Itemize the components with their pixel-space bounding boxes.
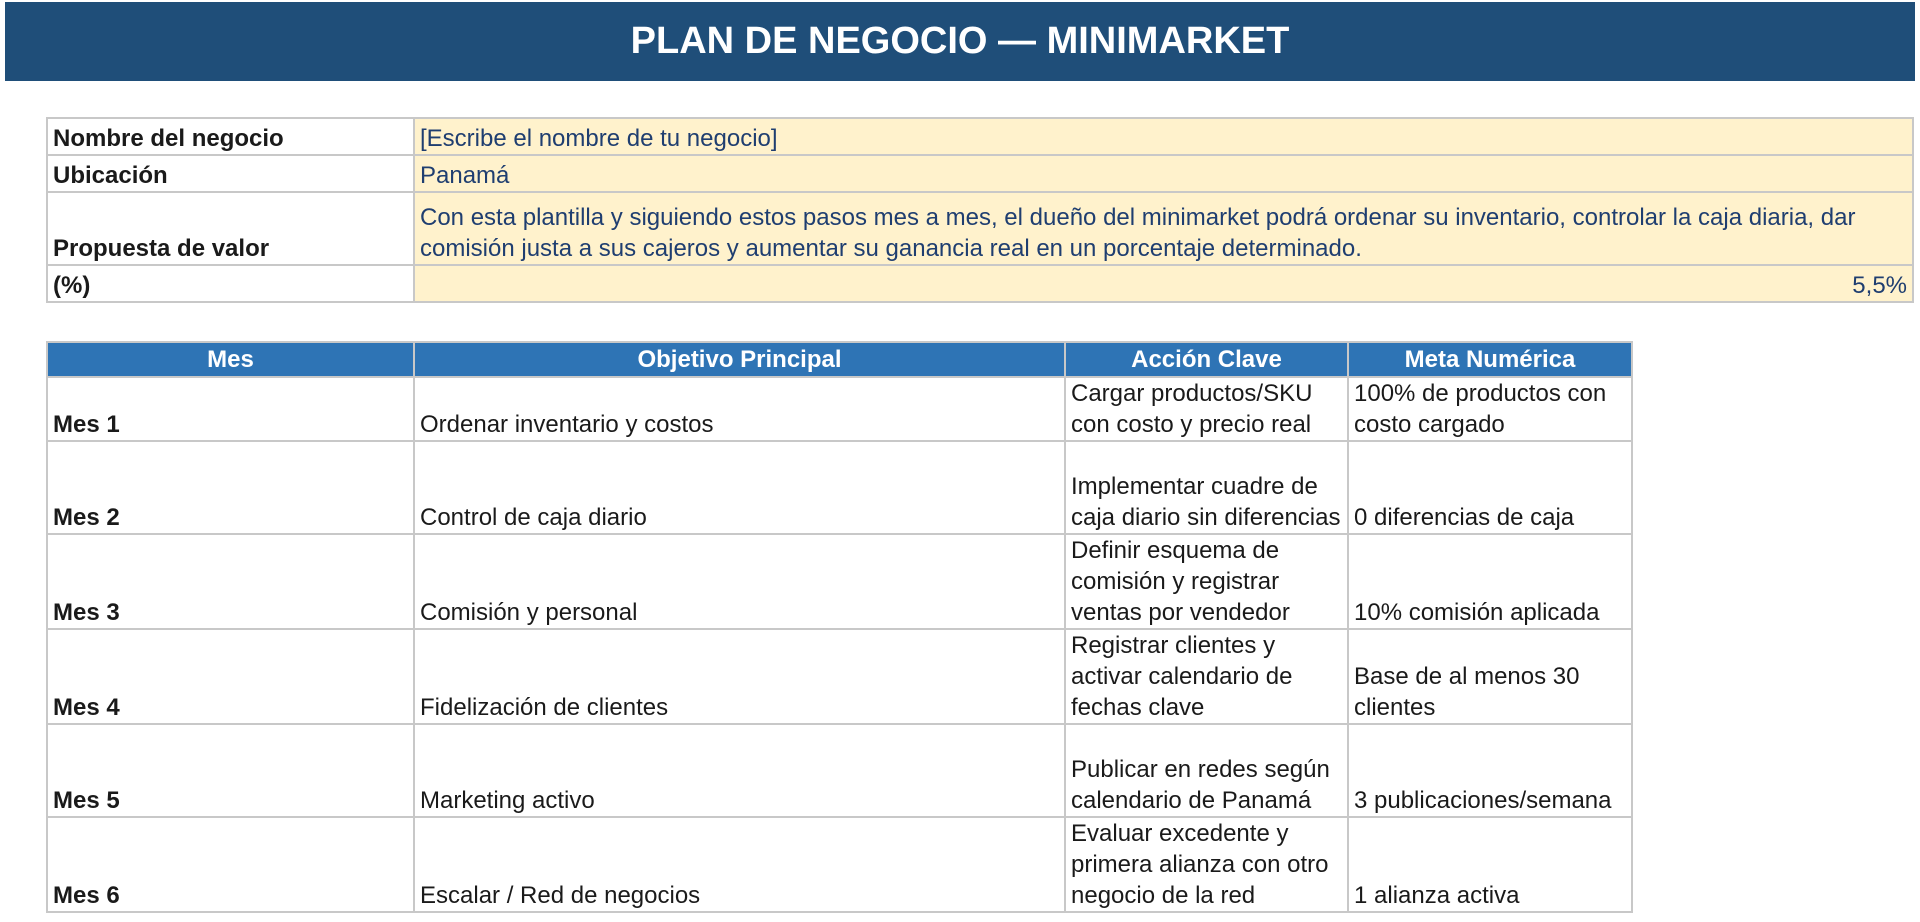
table-row	[47, 817, 1632, 912]
header-accion[interactable]: Acción Clave	[1065, 342, 1348, 377]
mes-cell[interactable]: Mes 5	[47, 724, 414, 817]
table-row	[47, 534, 1632, 629]
objetivo-cell[interactable]: Marketing activo	[414, 724, 1065, 817]
percent-label: (%)	[47, 265, 414, 302]
accion-cell[interactable]: Cargar productos/SKU con costo y precio real	[1065, 377, 1348, 441]
business-name-cell[interactable]: [Escribe el nombre de tu negocio]	[414, 118, 1913, 155]
header-objetivo[interactable]: Objetivo Principal	[414, 342, 1065, 377]
meta-cell[interactable]: 100% de productos con costo cargado	[1348, 377, 1632, 441]
location-cell[interactable]: Panamá	[414, 155, 1913, 192]
mes-cell[interactable]: Mes 1	[47, 377, 414, 441]
table-row	[47, 724, 1632, 817]
meta-cell[interactable]: 10% comisión aplicada	[1348, 534, 1632, 629]
accion-cell[interactable]: Evaluar excedente y primera alianza con otro negocio de la red	[1065, 817, 1348, 912]
objetivo-cell[interactable]: Escalar / Red de negocios	[414, 817, 1065, 912]
sheet-title: PLAN DE NEGOCIO — MINIMARKET	[5, 2, 1915, 81]
mes-cell[interactable]: Mes 2	[47, 441, 414, 534]
meta-cell[interactable]: 0 diferencias de caja	[1348, 441, 1632, 534]
table-row	[47, 377, 1632, 441]
accion-cell[interactable]: Definir esquema de comisión y registrar ventas por vendedor	[1065, 534, 1348, 629]
objetivo-cell[interactable]: Control de caja diario	[414, 441, 1065, 534]
info-row-percent	[47, 265, 1913, 302]
table-row	[47, 441, 1632, 534]
percent-cell[interactable]: 5,5%	[414, 265, 1913, 302]
mes-cell[interactable]: Mes 6	[47, 817, 414, 912]
monthly-plan-table	[46, 341, 1633, 913]
meta-cell[interactable]: 1 alianza activa	[1348, 817, 1632, 912]
accion-cell[interactable]: Implementar cuadre de caja diario sin diferencias	[1065, 441, 1348, 534]
objetivo-cell[interactable]: Ordenar inventario y costos	[414, 377, 1065, 441]
meta-cell[interactable]: 3 publicaciones/semana	[1348, 724, 1632, 817]
header-mes[interactable]: Mes	[47, 342, 414, 377]
accion-cell[interactable]: Registrar clientes y activar calendario de fechas clave	[1065, 629, 1348, 724]
business-info-table	[46, 117, 1914, 303]
objetivo-cell[interactable]: Fidelización de clientes	[414, 629, 1065, 724]
value-proposition-cell[interactable]: Con esta plantilla y siguiendo estos pasos mes a mes, el dueño del minimarket podrá ordenar su inventario, controlar la caja diaria, dar comisión justa a sus cajeros y aumentar su ganancia real en un porcentaje determinado.	[414, 192, 1913, 265]
table-row	[47, 629, 1632, 724]
value-proposition-label: Propuesta de valor	[47, 192, 414, 265]
business-name-label: Nombre del negocio	[47, 118, 414, 155]
info-row-name	[47, 118, 1913, 155]
location-label: Ubicación	[47, 155, 414, 192]
header-meta[interactable]: Meta Numérica	[1348, 342, 1632, 377]
mes-cell[interactable]: Mes 4	[47, 629, 414, 724]
plan-header-row	[47, 342, 1632, 377]
mes-cell[interactable]: Mes 3	[47, 534, 414, 629]
accion-cell[interactable]: Publicar en redes según calendario de Panamá	[1065, 724, 1348, 817]
meta-cell[interactable]: Base de al menos 30 clientes	[1348, 629, 1632, 724]
info-row-location	[47, 155, 1913, 192]
info-row-value-proposition	[47, 192, 1913, 265]
objetivo-cell[interactable]: Comisión y personal	[414, 534, 1065, 629]
